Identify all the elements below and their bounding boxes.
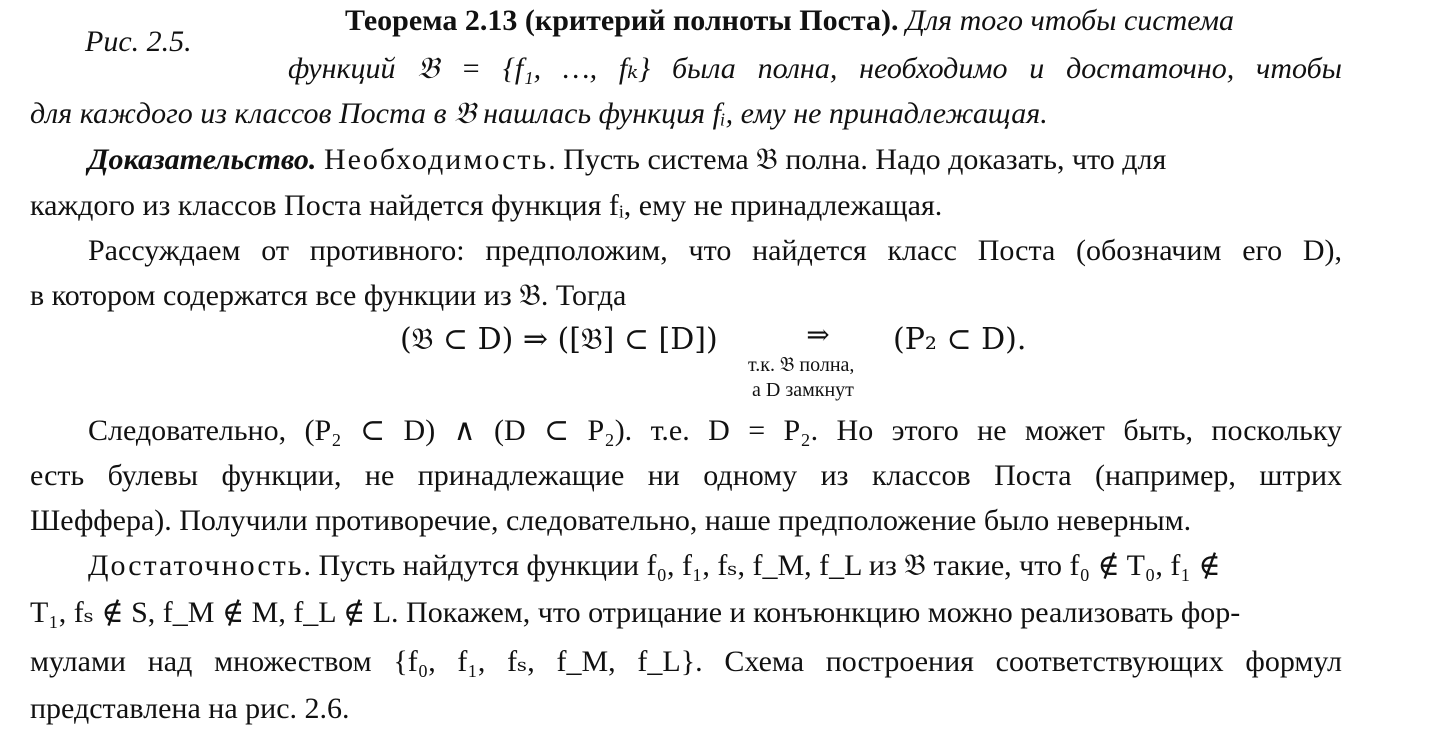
proof-line-10: мулами над множеством {f₀, f₁, fₛ, f_M, f_L}. Схема построения соответствующих формул — [30, 645, 1342, 678]
proof-line-2: каждого из классов Поста найдется функция fᵢ, ему не принадлежащая. — [30, 189, 943, 222]
theorem-line-1 — [345, 4, 1342, 38]
necessity-word: Необходимость — [323, 143, 549, 176]
formula-right: (P₂ ⊂ D). — [893, 322, 1027, 357]
proof-line-6: есть булевы функции, не принадлежащие ни одному из классов Поста (например, штрих — [30, 459, 1342, 492]
proof-text-1: . Пусть система 𝔅 полна. Надо доказать, что для — [548, 143, 1167, 176]
formula-arrow-block — [748, 322, 888, 350]
formula-note-2: а D замкнут — [752, 379, 854, 401]
proof-line-7: Шеффера). Получили противоречие, следовательно, наше предположение было неверным. — [30, 504, 1192, 537]
figure-caption: Рис. 2.5. — [85, 25, 192, 58]
sufficiency-word: Достаточность — [88, 549, 304, 582]
proof-line-8 — [88, 549, 1342, 583]
formula-left: (𝔅 ⊂ D) ⇒ ([𝔅] ⊂ [D]) — [400, 322, 718, 357]
theorem-title: Теорема 2.13 (критерий полноты Поста). — [345, 4, 899, 37]
proof-line-3: Рассуждаем от противного: предположим, что найдется класс Поста (обозначим его D), — [88, 234, 1342, 267]
proof-line-9: T₁, fₛ ∉ S, f_M ∉ M, f_L ∉ L. Покажем, что отрицание и конъюнкцию можно реализовать фор- — [30, 596, 1241, 629]
proof-label: Доказательство. — [88, 143, 317, 176]
theorem-line-3: для каждого из классов Поста в 𝔅 нашлась функция fᵢ, ему не принадлежащая. — [30, 97, 1048, 130]
formula-arrow: ⇒ — [806, 320, 830, 351]
theorem-line-2: функций 𝔅 = {f₁, …, fₖ} была полна, необходимо и достаточно, чтобы — [288, 52, 1342, 85]
proof-text-8: . Пусть найдутся функции f₀, f₁, fₛ, f_M, f_L из 𝔅 такие, что f₀ ∉ T₀, f₁ ∉ — [303, 549, 1221, 582]
theorem-text-1: Для того чтобы система — [898, 4, 1234, 37]
proof-line-5: Следовательно, (P₂ ⊂ D) ∧ (D ⊂ P₂). т.е. D = P₂. Но этого не может быть, поскольку — [88, 414, 1342, 447]
proof-line-1 — [88, 143, 1342, 177]
proof-line-4: в котором содержатся все функции из 𝔅. Тогда — [30, 279, 627, 312]
proof-line-11: представлена на рис. 2.6. — [30, 692, 350, 725]
formula-note-1: т.к. 𝔅 полна, — [748, 354, 855, 376]
